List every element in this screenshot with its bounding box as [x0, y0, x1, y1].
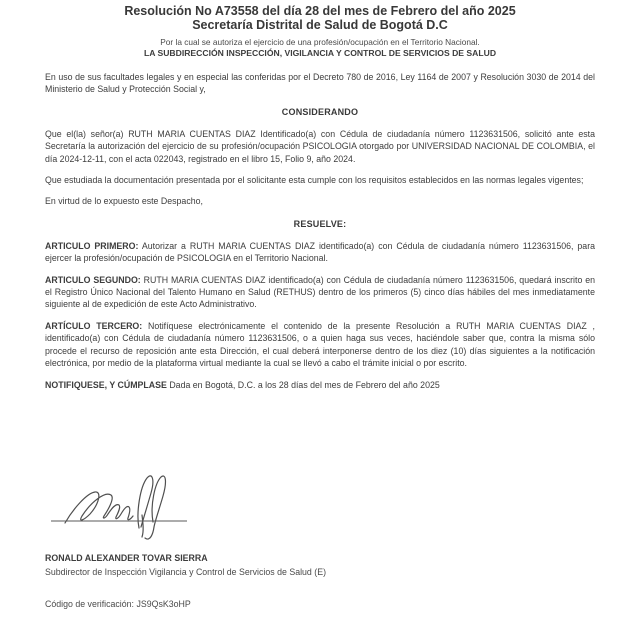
article-primero-label: ARTICULO PRIMERO: — [45, 240, 139, 251]
verification-code-line — [45, 599, 595, 609]
considerando-paragraph-1: Que el(la) señor(a) RUTH MARIA CUENTAS DIAZ Identificado(a) con Cédula de ciudadanía número 1123631506, solicitó ante esta Secretaría la autorización del ejercicio de su profesión/ocupación PSICOLOGIA otorgado por UNIVERSIDAD NACIONAL DE COLOMBIA, el día 2024-12-11, con el acta 022043, registrado en el libro 15, Folio 9, año 2024. — [45, 128, 595, 164]
closing-label: NOTIFIQUESE, Y CÚMPLASE — [45, 379, 167, 390]
closing-line — [45, 379, 595, 391]
article-tercero-text: Notifíquese electrónicamente el contenido de la presente Resolución a RUTH MARIA CUENTAS DIAZ , identificado(a) con Cédula de ciudadanía número 1123631506, o a quien haga sus veces, haciéndole saber que, contra la misma sólo procede el recurso de reposición ante esta Dirección, el cual deberá interponerse dentro de los diez (10) días siguientes a la notificación electrónica, por medio de la plataforma virtual mediante la cual se llevó a cabo el trámite inicial o por escrito. — [45, 320, 596, 369]
signature-image — [47, 471, 197, 545]
resuelve-heading: RESUELVE: — [293, 218, 347, 229]
article-segundo-paragraph — [45, 274, 595, 311]
article-primero-paragraph — [45, 240, 595, 265]
document-title-line1: Resolución No A73558 del día 28 del mes de Febrero del año 2025 — [124, 4, 516, 18]
considerando-heading: CONSIDERANDO — [281, 106, 359, 117]
verification-label: Código de verificación: — [45, 598, 134, 609]
document-title-line2: Secretaría Distrital de Salud de Bogotá D.C — [192, 18, 448, 32]
verification-code: JS9QsK3oHP — [136, 598, 191, 609]
closing-text: Dada en Bogotá, D.C. a los 28 días del mes de Febrero del año 2025 — [166, 379, 440, 390]
signatory-name: RONALD ALEXANDER TOVAR SIERRA — [45, 552, 208, 563]
signature — [47, 471, 595, 545]
issuing-office: LA SUBDIRECCIÓN INSPECCIÓN, VIGILANCIA Y CONTROL DE SERVICIOS DE SALUD — [143, 48, 497, 58]
document-subject: Por la cual se autoriza el ejercicio de una profesión/ocupación en el Territorio Nacional. — [160, 37, 480, 47]
legal-basis-paragraph: En uso de sus facultades legales y en especial las conferidas por el Decreto 780 de 2016, Ley 1164 de 2007 y Resolución 3030 de 2014 del Ministerio de Salud y Protección Social y, — [45, 72, 595, 95]
article-segundo-text: RUTH MARIA CUENTAS DIAZ identificado(a) con Cédula de ciudadanía número 1123631506, quedará inscrito en el Registro Único Nacional del Talento Humano en Salud (RETHUS) dentro de los primeros (5) cinco días hábiles del mes inmediatamente siguiente al de expedición de este Acto Administrativo. — [45, 274, 596, 310]
article-primero-text: Autorizar a RUTH MARIA CUENTAS DIAZ identificado(a) con Cédula de ciudadanía número 1123631506, para ejercer la profesión/ocupación de PSICOLOGIA en el Territorio Nacional. — [45, 240, 596, 264]
signatory-title: Subdirector de Inspección Vigilancia y Control de Servicios de Salud (E) — [45, 566, 326, 577]
considerando-paragraph-2: Que estudiada la documentación presentada por el solicitante esta cumple con los requisitos establecidos en las normas legales vigentes; — [45, 175, 584, 186]
article-segundo-label: ARTICULO SEGUNDO: — [45, 274, 141, 285]
article-tercero-paragraph — [45, 320, 595, 370]
article-tercero-label: ARTÍCULO TERCERO: — [45, 320, 143, 331]
considerando-paragraph-3: En virtud de lo expuesto este Despacho, — [45, 196, 203, 207]
